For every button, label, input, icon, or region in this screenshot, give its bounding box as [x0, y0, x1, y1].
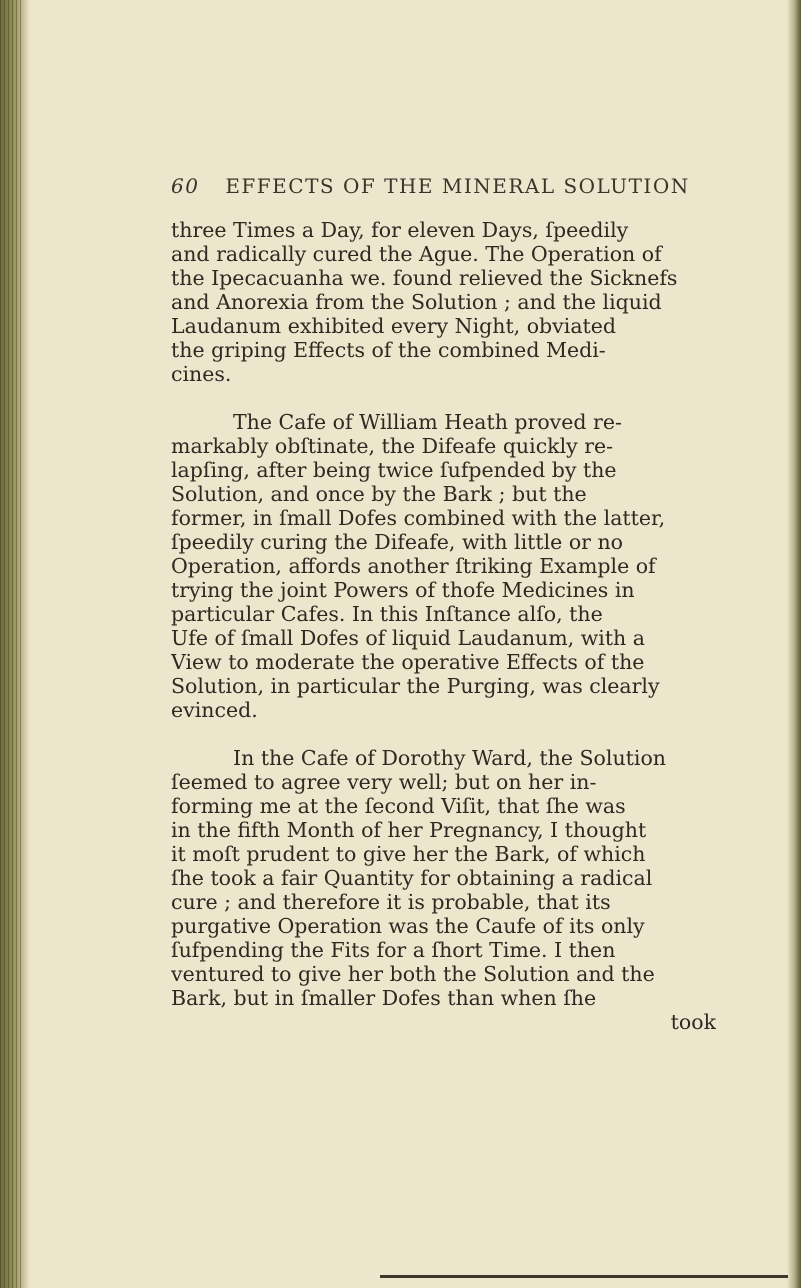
text-line: three Times a Day, for eleven Days, ſpeedily: [171, 218, 629, 242]
text-line: ſhe took a fair Quantity for obtaining a radical: [171, 866, 653, 890]
text-line: particular Cafes. In this Inſtance alſo, the: [171, 602, 603, 626]
text-line: markably obſtinate, the Difeafe quickly re-: [171, 434, 614, 458]
text-line: evinced.: [171, 698, 258, 722]
text-line: ſpeedily curing the Difeafe, with little or no: [171, 530, 624, 554]
text-line: View to moderate the operative Effects of the: [171, 650, 645, 674]
text-line: Solution, in particular the Purging, was clearly: [171, 674, 660, 698]
text-line: and Anorexia from the Solution ; and the liquid: [171, 290, 662, 314]
body-text: [171, 218, 716, 1034]
text-line: cure ; and therefore it is probable, that its: [171, 890, 611, 914]
text-line: it moſt prudent to give her the Bark, of which: [171, 842, 646, 866]
text-line: ſufpending the Fits for a ſhort Time. I then: [171, 938, 616, 962]
text-line: Operation, affords another ſtriking Example of: [171, 554, 656, 578]
text-line: cines.: [171, 362, 232, 386]
page-bottom-edge: [380, 1275, 788, 1278]
text-line: the griping Effects of the combined Medi-: [171, 338, 606, 362]
binding-texture: [0, 0, 22, 1288]
text-line: ſeemed to agree very well; but on her in-: [171, 770, 597, 794]
text-line: The Cafe of William Heath proved re-: [233, 410, 622, 434]
text-line: Ufe of ſmall Dofes of liquid Laudanum, with a: [171, 626, 645, 650]
text-line: Solution, and once by the Bark ; but the: [171, 482, 587, 506]
text-line: Laudanum exhibited every Night, obviated: [171, 314, 617, 338]
text-line: In the Cafe of Dorothy Ward, the Solution: [233, 746, 666, 770]
text-line: trying the joint Powers of thofe Medicines in: [171, 578, 635, 602]
page-right-edge: [787, 0, 801, 1288]
paragraph-gap: [171, 386, 716, 410]
text-line: ventured to give her both the Solution and the: [171, 962, 655, 986]
running-title: EFFECTS OF THE MINERAL SOLUTION: [225, 174, 690, 198]
text-line: forming me at the ſecond Viſit, that ſhe was: [171, 794, 626, 818]
page-header: [171, 174, 691, 198]
text-line: the Ipecacuanha we. found relieved the Sicknefs: [171, 266, 678, 290]
page-number: 60: [171, 174, 200, 198]
text-line: and radically cured the Ague. The Operation of: [171, 242, 662, 266]
text-line: Bark, but in ſmaller Dofes than when ſhe: [171, 986, 597, 1010]
text-line: former, in ſmall Dofes combined with the latter,: [171, 506, 666, 530]
text-line: in the fifth Month of her Pregnancy, I thought: [171, 818, 647, 842]
paragraph-gap: [171, 722, 716, 746]
catchword: took: [670, 1010, 716, 1034]
text-line: lapſing, after being twice ſufpended by the: [171, 458, 617, 482]
text-line: purgative Operation was the Caufe of its only: [171, 914, 645, 938]
